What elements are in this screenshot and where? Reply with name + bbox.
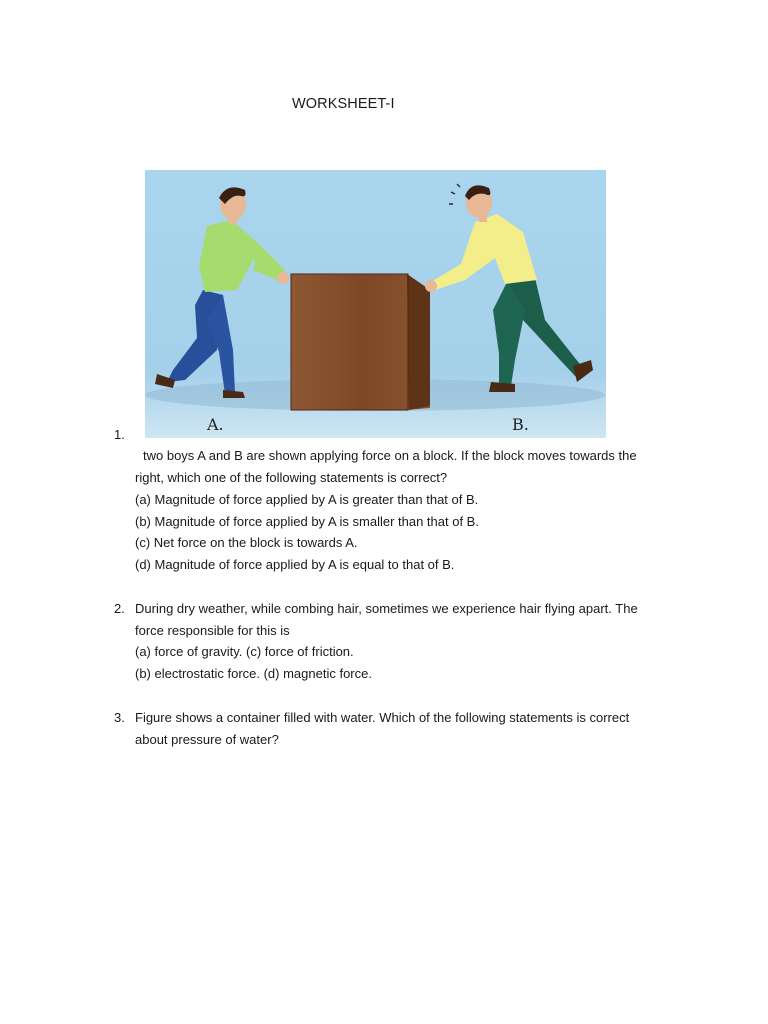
boys-pushing-block-illustration	[145, 170, 606, 438]
label-b: B.	[512, 415, 529, 434]
question-2-options-b-d: (b) electrostatic force. (d) magnetic force.	[135, 666, 372, 681]
question-3-number: 3.	[114, 710, 125, 725]
label-a: A.	[207, 415, 224, 434]
question-1-line: right, which one of the following statements is correct?	[135, 470, 448, 485]
question-2-line: During dry weather, while combing hair, sometimes we experience hair flying apart. The	[135, 601, 638, 616]
wooden-block	[291, 274, 430, 410]
question-1-line: two boys A and B are shown applying force on a block. If the block moves towards the	[143, 448, 637, 463]
question-1-number: 1.	[114, 427, 125, 442]
question-3-line: about pressure of water?	[135, 732, 279, 747]
question-1-option-b: (b) Magnitude of force applied by A is smaller than that of B.	[135, 514, 479, 529]
question-2-options-a-c: (a) force of gravity. (c) force of friction.	[135, 644, 354, 659]
question-3-line: Figure shows a container filled with water. Which of the following statements is correct	[135, 710, 630, 725]
worksheet-title: WORKSHEET-I	[292, 96, 395, 112]
question-2-line: force responsible for this is	[135, 623, 290, 638]
question-2-number: 2.	[114, 601, 125, 616]
question-1-option-a: (a) Magnitude of force applied by A is greater than that of B.	[135, 492, 479, 507]
question-1-option-c: (c) Net force on the block is towards A.	[135, 535, 358, 550]
question-1-option-d: (d) Magnitude of force applied by A is equal to that of B.	[135, 557, 455, 572]
